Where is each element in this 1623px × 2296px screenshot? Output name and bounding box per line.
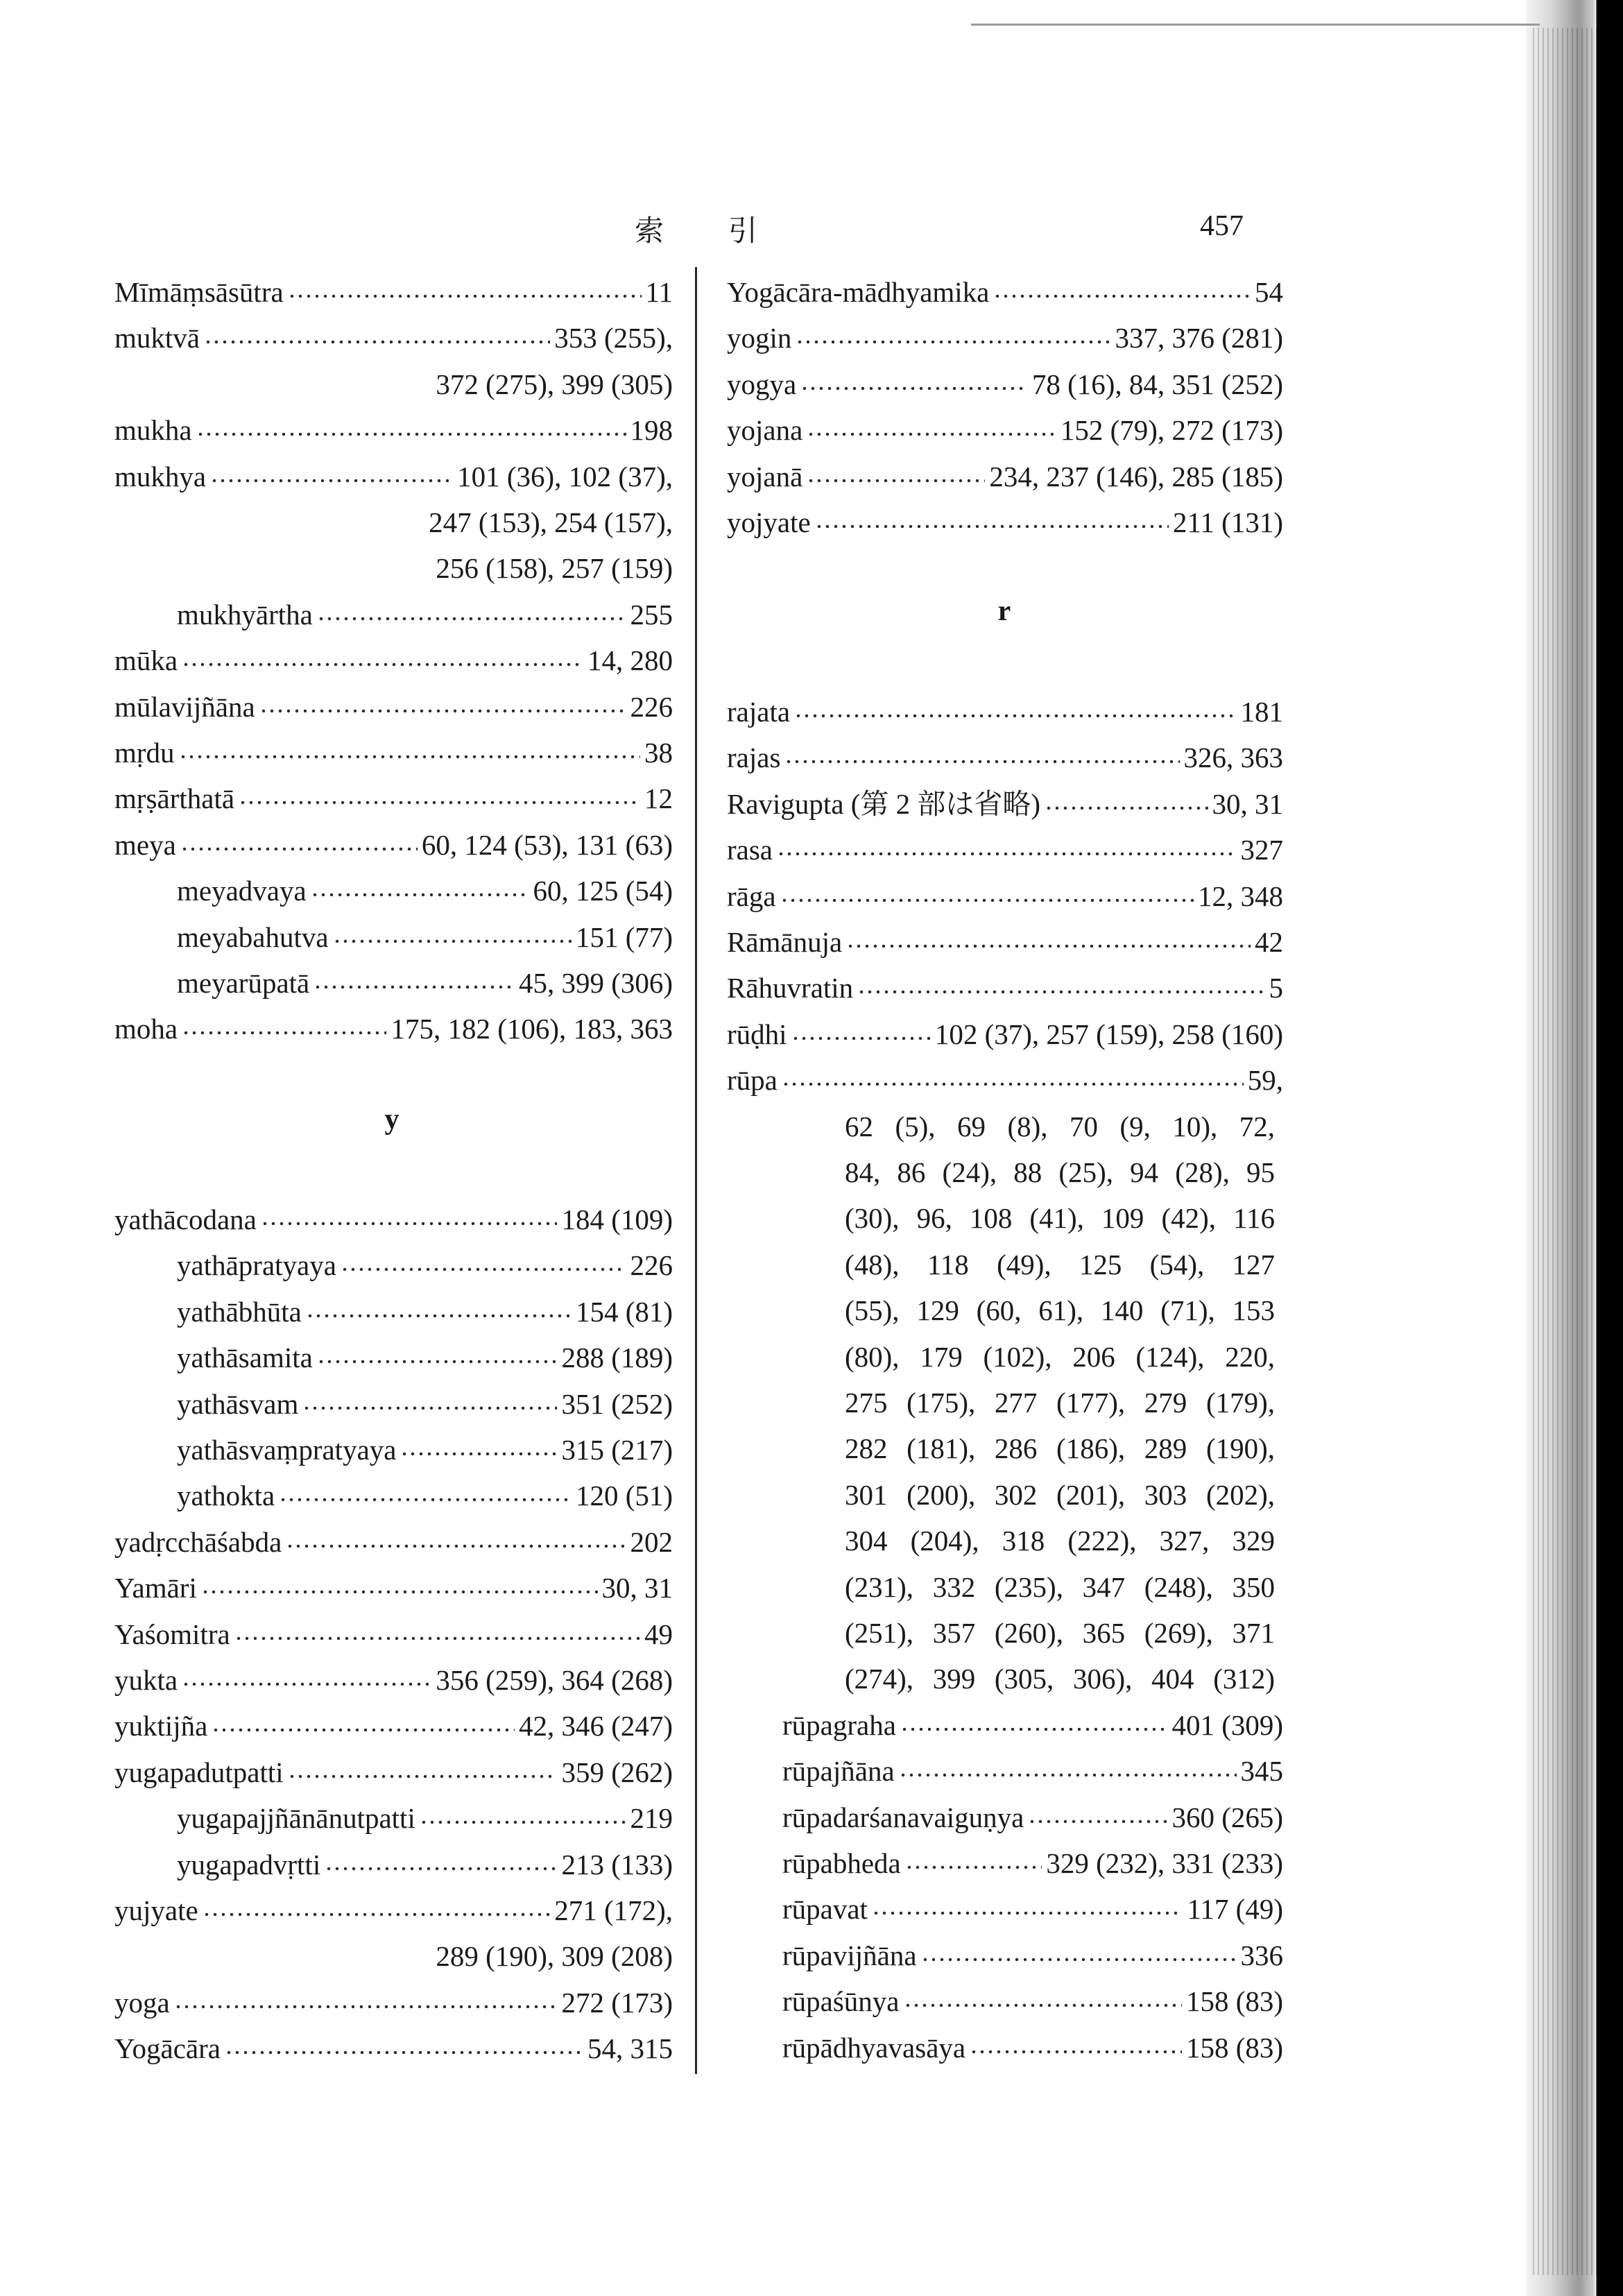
continuation-line: 289 (190), 309 (208): [436, 1940, 673, 1973]
leader-dots: [234, 1636, 640, 1641]
header-kanji-right: 引: [728, 214, 758, 248]
rupa-reference-line: (274), 399 (305, 306), 404 (312): [845, 1663, 1275, 1695]
index-entry: [114, 1611, 673, 1657]
rupa-reference-line: 304 (204), 318 (222), 327, 329: [845, 1525, 1275, 1557]
page-references: 360 (265): [1171, 1801, 1283, 1833]
index-entry: [782, 1978, 1283, 2024]
index-term: yojyate: [727, 506, 811, 538]
index-entry: [114, 1657, 673, 1703]
leader-dots: [970, 2049, 1182, 2055]
page-references: 288 (189): [561, 1342, 673, 1374]
index-entry: [727, 1011, 1283, 1057]
leader-dots: [201, 1589, 598, 1595]
index-term: yathābhūta: [177, 1295, 302, 1328]
page-references: 219: [630, 1802, 673, 1835]
leader-dots: [314, 984, 515, 990]
column-divider: [695, 267, 697, 2074]
index-term: yogin: [727, 322, 792, 354]
rupa-reference-line: 275 (175), 277 (177), 279 (179),: [845, 1387, 1275, 1419]
leader-dots: [261, 1221, 558, 1226]
index-term: rūpajñāna: [782, 1755, 895, 1788]
index-entry: [114, 1980, 673, 2025]
index-term: rasa: [727, 834, 773, 866]
page-references: 272 (173): [561, 1986, 673, 2019]
page-references: 271 (172),: [554, 1894, 673, 1926]
index-entry: [177, 960, 673, 1006]
index-term: mukhyārtha: [177, 598, 313, 631]
leader-dots: [872, 1910, 1183, 1916]
index-term: yathāsvam: [177, 1387, 299, 1420]
leader-dots: [921, 1957, 1237, 1962]
page-references: 78 (16), 84, 351 (252): [1031, 368, 1283, 400]
index-term: Yamāri: [114, 1572, 197, 1604]
section-letter-r: r: [997, 595, 1011, 627]
index-entry: [177, 1427, 673, 1473]
page-references: 326, 363: [1183, 742, 1283, 774]
leader-dots: [302, 1405, 557, 1411]
index-term: mṛṣārthatā: [114, 782, 235, 815]
page-references: 154 (81): [575, 1295, 673, 1328]
index-entry: [177, 1381, 673, 1427]
page-references: 5: [1269, 972, 1283, 1004]
index-term: Yogācāra-mādhyamika: [727, 276, 990, 308]
leader-dots: [196, 431, 626, 437]
page-references: 12: [644, 782, 673, 815]
continuation-line: 247 (153), 254 (157),: [429, 506, 673, 538]
leader-dots: [182, 1681, 431, 1687]
index-entry: [114, 1749, 673, 1795]
index-term: rūpaśūnya: [782, 1985, 900, 2018]
leader-dots: [800, 386, 1028, 391]
index-term: yoga: [114, 1986, 170, 2019]
leader-dots: [179, 754, 640, 760]
leader-dots: [203, 1912, 551, 1917]
leader-dots: [239, 800, 640, 805]
index-term: meyabahutva: [177, 920, 329, 953]
index-term: rūpavat: [782, 1893, 868, 1926]
index-entry: [782, 1702, 1283, 1748]
page-references: 30, 31: [1212, 787, 1283, 820]
page-references: 345: [1240, 1755, 1283, 1788]
index-term: yathāpratyaya: [177, 1249, 336, 1282]
page-references: 336: [1240, 1939, 1283, 1971]
page-references: 152 (79), 272 (173): [1060, 414, 1283, 447]
index-entry: [177, 1242, 673, 1288]
index-entry: [727, 735, 1283, 780]
index-entry: [727, 965, 1283, 1011]
leader-dots: [279, 1497, 572, 1502]
index-entry: [114, 1703, 673, 1749]
rupa-reference-line: (48), 118 (49), 125 (54), 127: [845, 1248, 1275, 1280]
leader-dots: [333, 939, 572, 944]
leader-dots: [317, 1359, 558, 1364]
leader-dots: [905, 1865, 1042, 1870]
index-entry: [727, 919, 1283, 965]
index-term: mūka: [114, 644, 178, 677]
page-references: 60, 125 (54): [533, 875, 673, 907]
index-entry: [114, 269, 673, 315]
index-term: mūlavijñāna: [114, 690, 255, 723]
index-term: mukha: [114, 414, 192, 447]
header-kanji-left: 索: [635, 214, 664, 248]
rupa-reference-line: (80), 179 (102), 206 (124), 220,: [845, 1340, 1275, 1373]
page-references: 315 (217): [561, 1434, 673, 1466]
index-term: muktvā: [114, 322, 200, 354]
page-references: 184 (109): [561, 1203, 673, 1235]
index-term: yugapadutpatti: [114, 1756, 284, 1788]
index-entry: [727, 499, 1283, 545]
index-entry: [177, 1842, 673, 1887]
index-term: yojanā: [727, 460, 803, 492]
page-references: 158 (83): [1185, 2031, 1283, 2064]
continuation-line: 256 (158), 257 (159): [436, 552, 673, 585]
page-references: 175, 182 (106), 183, 363: [390, 1013, 673, 1045]
leader-dots: [784, 759, 1179, 764]
page-references: 42, 346 (247): [518, 1710, 673, 1742]
index-term: rūḍhi: [727, 1018, 787, 1050]
index-entry: [114, 730, 673, 776]
index-entry: [782, 1840, 1283, 1886]
page-references: 60, 124 (53), 131 (63): [421, 828, 673, 861]
page-references: 234, 237 (146), 285 (185): [989, 460, 1283, 492]
leader-dots: [288, 293, 642, 299]
index-entry: [782, 1933, 1283, 1978]
page-references: 54, 315: [587, 2032, 673, 2065]
index-entry: [177, 868, 673, 914]
index-entry: [114, 1197, 673, 1242]
leader-dots: [341, 1267, 626, 1272]
index-term: yogya: [727, 368, 797, 400]
leader-dots: [286, 1543, 626, 1549]
index-entry: [114, 454, 673, 499]
index-entry: [727, 873, 1283, 919]
index-term: mṛdu: [114, 737, 175, 769]
page-references: 59,: [1247, 1064, 1283, 1097]
index-term: meyadvaya: [177, 875, 307, 907]
leader-dots: [791, 1036, 931, 1041]
page-references: 327: [1240, 834, 1283, 866]
rupa-reference-line: 62 (5), 69 (8), 70 (9, 10), 72,: [845, 1110, 1275, 1142]
rupa-reference-line: (251), 357 (260), 365 (269), 371: [845, 1617, 1275, 1649]
leader-dots: [815, 524, 1169, 529]
page-number: 457: [1200, 210, 1244, 242]
leader-dots: [782, 1081, 1244, 1087]
index-term: yukta: [114, 1664, 178, 1696]
page-references: 226: [630, 690, 673, 723]
page-references: 359 (262): [561, 1756, 673, 1788]
index-term: Ravigupta (第 2 部は省略): [727, 787, 1041, 820]
leader-dots: [204, 339, 550, 345]
page-references: 120 (51): [575, 1480, 673, 1512]
page-references: 158 (83): [1185, 1985, 1283, 2018]
leader-dots: [180, 846, 418, 852]
index-entry: [177, 914, 673, 960]
leader-dots: [777, 851, 1236, 857]
continuation-line: 372 (275), 399 (305): [436, 368, 673, 400]
rupa-reference-line: (55), 129 (60, 61), 140 (71), 153: [845, 1294, 1275, 1327]
leader-dots: [900, 1727, 1168, 1732]
index-term: yathāsvaṃpratyaya: [177, 1434, 397, 1466]
index-entry: [727, 827, 1283, 873]
leader-dots: [807, 431, 1056, 437]
leader-dots: [259, 708, 626, 714]
index-term: rūpavijñāna: [782, 1939, 917, 1971]
index-entry: [114, 315, 673, 361]
leader-dots: [325, 1866, 557, 1871]
index-term: rūpagraha: [782, 1708, 896, 1741]
index-term: meyarūpatā: [177, 967, 310, 999]
index-entry: [114, 1565, 673, 1611]
rupa-reference-line: 84, 86 (24), 88 (25), 94 (28), 95: [845, 1156, 1275, 1188]
leader-dots: [857, 989, 1264, 995]
index-entry: [782, 1886, 1283, 1932]
index-entry: [114, 407, 673, 453]
rupa-reference-line: (30), 96, 108 (41), 109 (42), 116: [845, 1202, 1275, 1235]
index-term: yathācodana: [114, 1203, 257, 1235]
index-term: rāga: [727, 880, 776, 912]
index-entry: [177, 1335, 673, 1380]
page-references: 226: [630, 1249, 673, 1282]
index-entry: [114, 822, 673, 868]
leader-dots: [182, 662, 583, 667]
index-term: yathāsamita: [177, 1342, 313, 1374]
index-entry: [727, 407, 1283, 453]
section-letter-y: y: [384, 1104, 400, 1136]
index-term: yadṛcchāśabda: [114, 1525, 282, 1558]
leader-dots: [1045, 805, 1208, 811]
leader-dots: [846, 943, 1251, 949]
page-references: 151 (77): [575, 920, 673, 953]
page-references: 54: [1255, 276, 1283, 308]
page-references: 117 (49): [1187, 1893, 1283, 1926]
index-term: yojana: [727, 414, 803, 447]
leader-dots: [212, 1727, 515, 1733]
page-references: 14, 280: [587, 644, 673, 677]
page-stack-lines: [1533, 28, 1609, 2275]
page-references: 181: [1240, 696, 1283, 728]
index-term: mukhya: [114, 460, 207, 492]
page-references: 11: [645, 276, 673, 308]
page-references: 101 (36), 102 (37),: [457, 460, 673, 492]
index-term: rajas: [727, 742, 781, 774]
index-term: yuktijña: [114, 1710, 208, 1742]
index-entry: [177, 592, 673, 637]
index-entry: [177, 1795, 673, 1841]
index-term: meya: [114, 828, 176, 861]
index-term: Yaśomitra: [114, 1618, 230, 1650]
index-entry: [114, 1887, 673, 1933]
index-entry: [782, 1794, 1283, 1840]
leader-dots: [311, 892, 529, 898]
index-term: yathokta: [177, 1480, 275, 1512]
leader-dots: [288, 1774, 558, 1779]
index-entry: [177, 1473, 673, 1518]
page-references: 102 (37), 257 (159), 258 (160): [934, 1018, 1283, 1050]
index-term: Rāmānuja: [727, 926, 843, 958]
index-entry: [727, 454, 1283, 499]
index-entry: [727, 361, 1283, 407]
page-references: 45, 399 (306): [518, 967, 673, 999]
index-term: moha: [114, 1013, 178, 1045]
index-entry: [114, 637, 673, 683]
leader-dots: [899, 1772, 1237, 1778]
index-term: Rāhuvratin: [727, 972, 854, 1004]
index-term: Mīmāṃsāsūtra: [114, 276, 284, 308]
index-entry: [727, 1057, 1283, 1103]
top-edge-line: [971, 24, 1540, 26]
leader-dots: [182, 1030, 386, 1036]
page-references: 213 (133): [561, 1848, 673, 1881]
index-entry: [114, 1006, 673, 1052]
index-entry: [114, 776, 673, 821]
rupa-reference-line: (231), 332 (235), 347 (248), 350: [845, 1570, 1275, 1603]
page-references: 401 (309): [1171, 1708, 1283, 1741]
page-references: 329 (232), 331 (233): [1046, 1847, 1283, 1879]
page-references: 49: [644, 1618, 673, 1650]
leader-dots: [420, 1819, 626, 1825]
leader-dots: [807, 478, 985, 483]
index-entry: [114, 2025, 673, 2071]
index-entry: [114, 684, 673, 730]
page-references: 30, 31: [601, 1572, 673, 1604]
page-references: 337, 376 (281): [1115, 322, 1283, 354]
index-term: rūpabheda: [782, 1847, 901, 1879]
page-references: 198: [630, 414, 673, 447]
index-term: Yogācāra: [114, 2032, 221, 2065]
index-entry: [727, 269, 1283, 315]
index-term: yujyate: [114, 1894, 198, 1926]
page-references: 351 (252): [561, 1387, 673, 1420]
leader-dots: [780, 898, 1194, 903]
index-entry: [727, 315, 1283, 361]
page-references: 38: [644, 737, 673, 769]
book-binding-edge: [1526, 0, 1623, 2296]
index-term: rūpādhyavasāya: [782, 2031, 966, 2064]
page-references: 356 (259), 364 (268): [436, 1664, 673, 1696]
index-entry: [114, 1519, 673, 1565]
index-entry: [782, 1748, 1283, 1794]
page-references: 12, 348: [1198, 880, 1283, 912]
leader-dots: [210, 478, 453, 483]
leader-dots: [306, 1313, 572, 1319]
leader-dots: [317, 616, 626, 622]
index-term: rajata: [727, 696, 791, 728]
leader-dots: [1028, 1819, 1167, 1824]
index-term: rūpadarśanavaiguṇya: [782, 1801, 1024, 1833]
index-entry: [177, 1289, 673, 1335]
index-entry: [782, 2025, 1283, 2071]
index-term: yugapadvṛtti: [177, 1848, 321, 1881]
leader-dots: [794, 713, 1236, 719]
rupa-reference-line: 282 (181), 286 (186), 289 (190),: [845, 1432, 1275, 1465]
page-references: 255: [630, 598, 673, 631]
index-entry: [727, 781, 1283, 827]
page-references: 202: [630, 1525, 673, 1558]
leader-dots: [993, 293, 1251, 299]
leader-dots: [174, 2004, 558, 2010]
leader-dots: [225, 2050, 583, 2055]
leader-dots: [904, 2003, 1182, 2008]
page-references: 353 (255),: [554, 322, 673, 354]
page-references: 211 (131): [1172, 506, 1283, 538]
rupa-reference-line: 301 (200), 302 (201), 303 (202),: [845, 1478, 1275, 1511]
index-term: yugapajjñānānutpatti: [177, 1802, 415, 1835]
leader-dots: [400, 1451, 557, 1457]
leader-dots: [796, 339, 1110, 345]
index-entry: [727, 689, 1283, 735]
page-references: 42: [1255, 926, 1283, 958]
index-term: rūpa: [727, 1064, 778, 1097]
